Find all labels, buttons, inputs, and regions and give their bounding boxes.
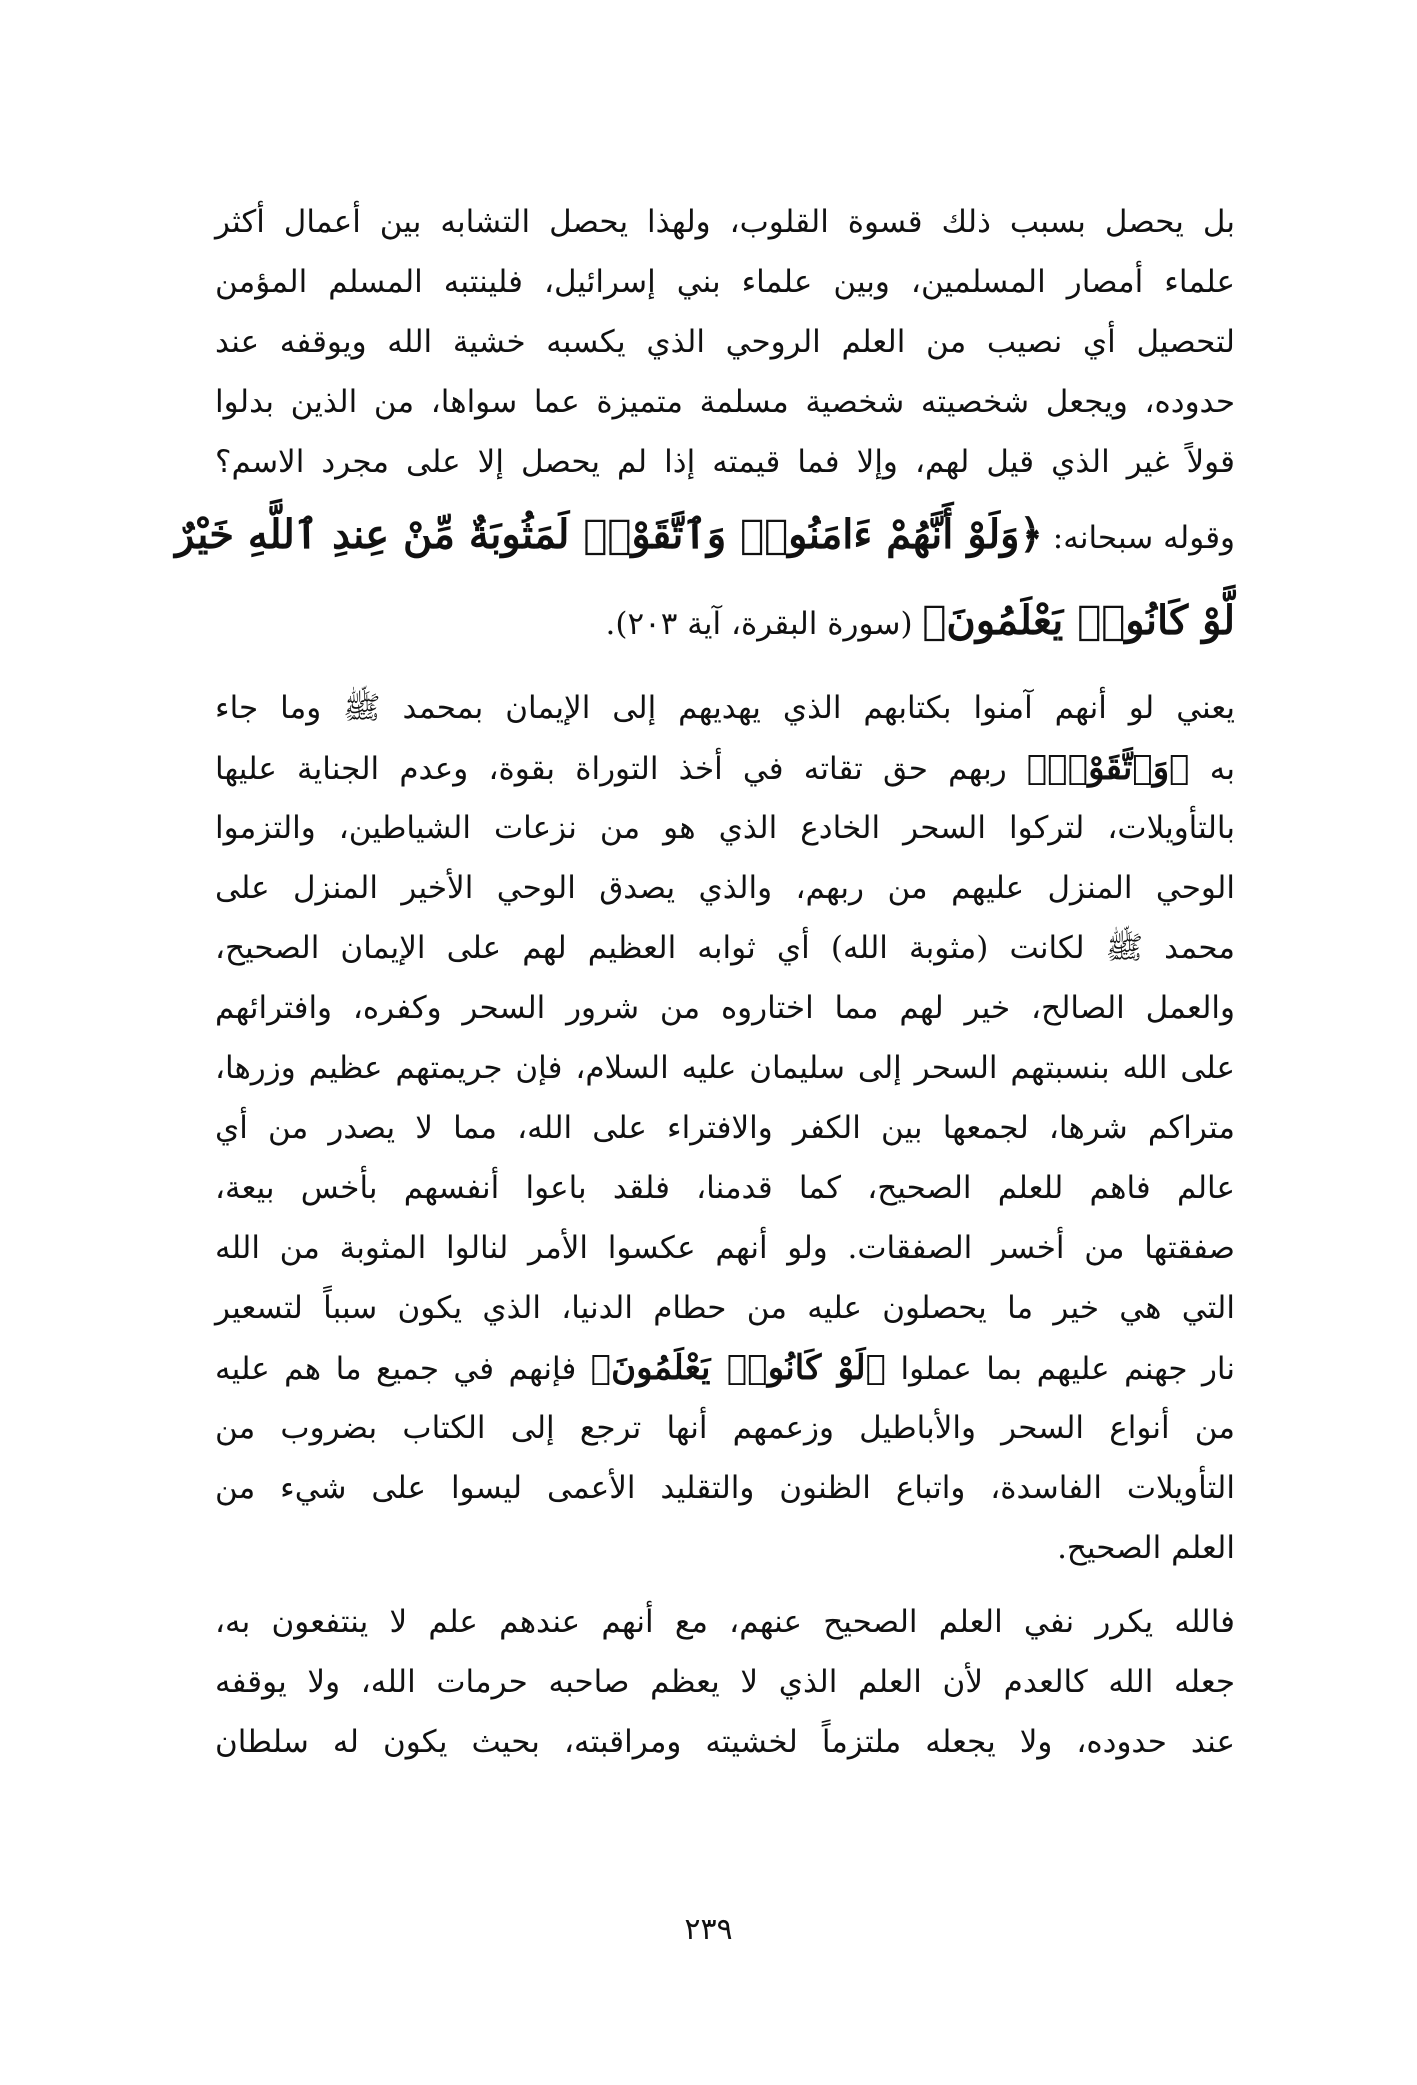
text-line: التي هي خير ما يحصلون عليه من حطام الدنيا، الذي يكون سبباً لتسعير xyxy=(215,1290,1235,1326)
verse-text: ﴿وَلَوْ أَنَّهُمْ ءَامَنُوا۟ وَٱتَّقَوْا۟ لَمَثُوبَةٌ مِّنْ عِندِ ٱللَّهِ خَيْرٌ xyxy=(175,511,1043,558)
text-line: يعني لو أنهم آمنوا بكتابهم الذي يهديهم إلى الإيمان بمحمد ﷺ وما جاء xyxy=(215,690,1235,726)
text-line: عالم فاهم للعلم الصحيح، كما قدمنا، فلقد باعوا أنفسهم بأخس بيعة، xyxy=(215,1170,1235,1206)
text-segment: فإنهم في جميع ما هم عليه xyxy=(215,1351,577,1387)
quote-line-1 xyxy=(175,492,1235,578)
text-segment: به xyxy=(1209,751,1236,787)
paragraph-3 xyxy=(215,1592,1235,1772)
paragraph-gap xyxy=(215,664,1235,678)
paragraph-gap xyxy=(215,1578,1235,1592)
quranic-quote xyxy=(175,492,1235,664)
text-segment: نار جهنم عليهم بما عملوا xyxy=(900,1351,1235,1387)
text-line: صفقتها من أخسر الصفقات. ولو أنهم عكسوا الأمر لنالوا المثوبة من الله xyxy=(215,1230,1235,1266)
text-line: من أنواع السحر والأباطيل وزعمهم أنها ترجع إلى الكتاب بضروب من xyxy=(215,1410,1235,1446)
verse-reference: (سورة البقرة، آية ٢٠٣). xyxy=(605,606,913,642)
text-line: جعله الله كالعدم لأن العلم الذي لا يعظم صاحبه حرمات الله، ولا يوقفه xyxy=(215,1664,1235,1700)
text-line: العلم الصحيح. xyxy=(1057,1530,1235,1566)
verse-text: لَّوْ كَانُوا۟ يَعْلَمُونَ﴾ xyxy=(922,597,1235,644)
page-number: ٢٣٩ xyxy=(684,1912,733,1947)
text-line: التأويلات الفاسدة، واتباع الظنون والتقليد الأعمى ليسوا على شيء من xyxy=(215,1470,1235,1506)
text-line: متراكم شرها، لجمعها بين الكفر والافتراء على الله، مما لا يصدر من أي xyxy=(215,1110,1235,1146)
text-line: عند حدوده، ولا يجعله ملتزماً لخشيته ومراقبته، بحيث يكون له سلطان xyxy=(215,1724,1235,1760)
text-line: والعمل الصالح، خير لهم مما اختاروه من شرور السحر وكفره، وافترائهم xyxy=(215,990,1235,1026)
page-body xyxy=(175,192,1236,1772)
text-line: فالله يكرر نفي العلم الصحيح عنهم، مع أنهم عندهم علم لا ينتفعون به، xyxy=(215,1604,1235,1640)
text-line: حدوده، ويجعل شخصيته شخصية مسلمة متميزة عما سواها، من الذين بدلوا xyxy=(215,384,1235,420)
text-line: علماء أمصار المسلمين، وبين علماء بني إسرائيل، فلينتبه المسلم المؤمن xyxy=(215,264,1235,300)
text-line: الوحي المنزل عليهم من ربهم، والذي يصدق الوحي الأخير المنزل على xyxy=(215,870,1235,906)
text-line xyxy=(215,1338,1235,1398)
paragraph-2 xyxy=(215,678,1235,1578)
text-line: بالتأويلات، لتركوا السحر الخادع الذي هو من نزعات الشياطين، والتزموا xyxy=(215,810,1235,846)
verse-text: ﴿وَٱتَّقَوْا۟﴾ xyxy=(1026,748,1190,788)
text-line: محمد ﷺ لكانت (مثوبة الله) أي ثوابه العظيم لهم على الإيمان الصحيح، xyxy=(215,930,1235,966)
quote-line-2 xyxy=(215,578,1235,664)
text-line: قولاً غير الذي قيل لهم، وإلا فما قيمته إذا لم يحصل إلا على مجرد الاسم؟ xyxy=(215,444,1235,480)
text-line: بل يحصل بسبب ذلك قسوة القلوب، ولهذا يحصل التشابه بين أعمال أكثر xyxy=(215,204,1235,240)
quote-intro: وقوله سبحانه: xyxy=(1052,520,1235,556)
text-line xyxy=(215,738,1235,798)
text-line: لتحصيل أي نصيب من العلم الروحي الذي يكسبه خشية الله ويوقفه عند xyxy=(215,324,1235,360)
text-line: على الله بنسبتهم السحر إلى سليمان عليه السلام، فإن جريمتهم عظيم وزرها، xyxy=(215,1050,1235,1086)
paragraph-1 xyxy=(215,192,1235,492)
text-segment: ربهم حق تقاته في أخذ التوراة بقوة، وعدم الجناية عليها xyxy=(215,751,1007,787)
verse-text: ﴿لَوْ كَانُوا۟ يَعْلَمُونَ﴾ xyxy=(590,1348,887,1388)
